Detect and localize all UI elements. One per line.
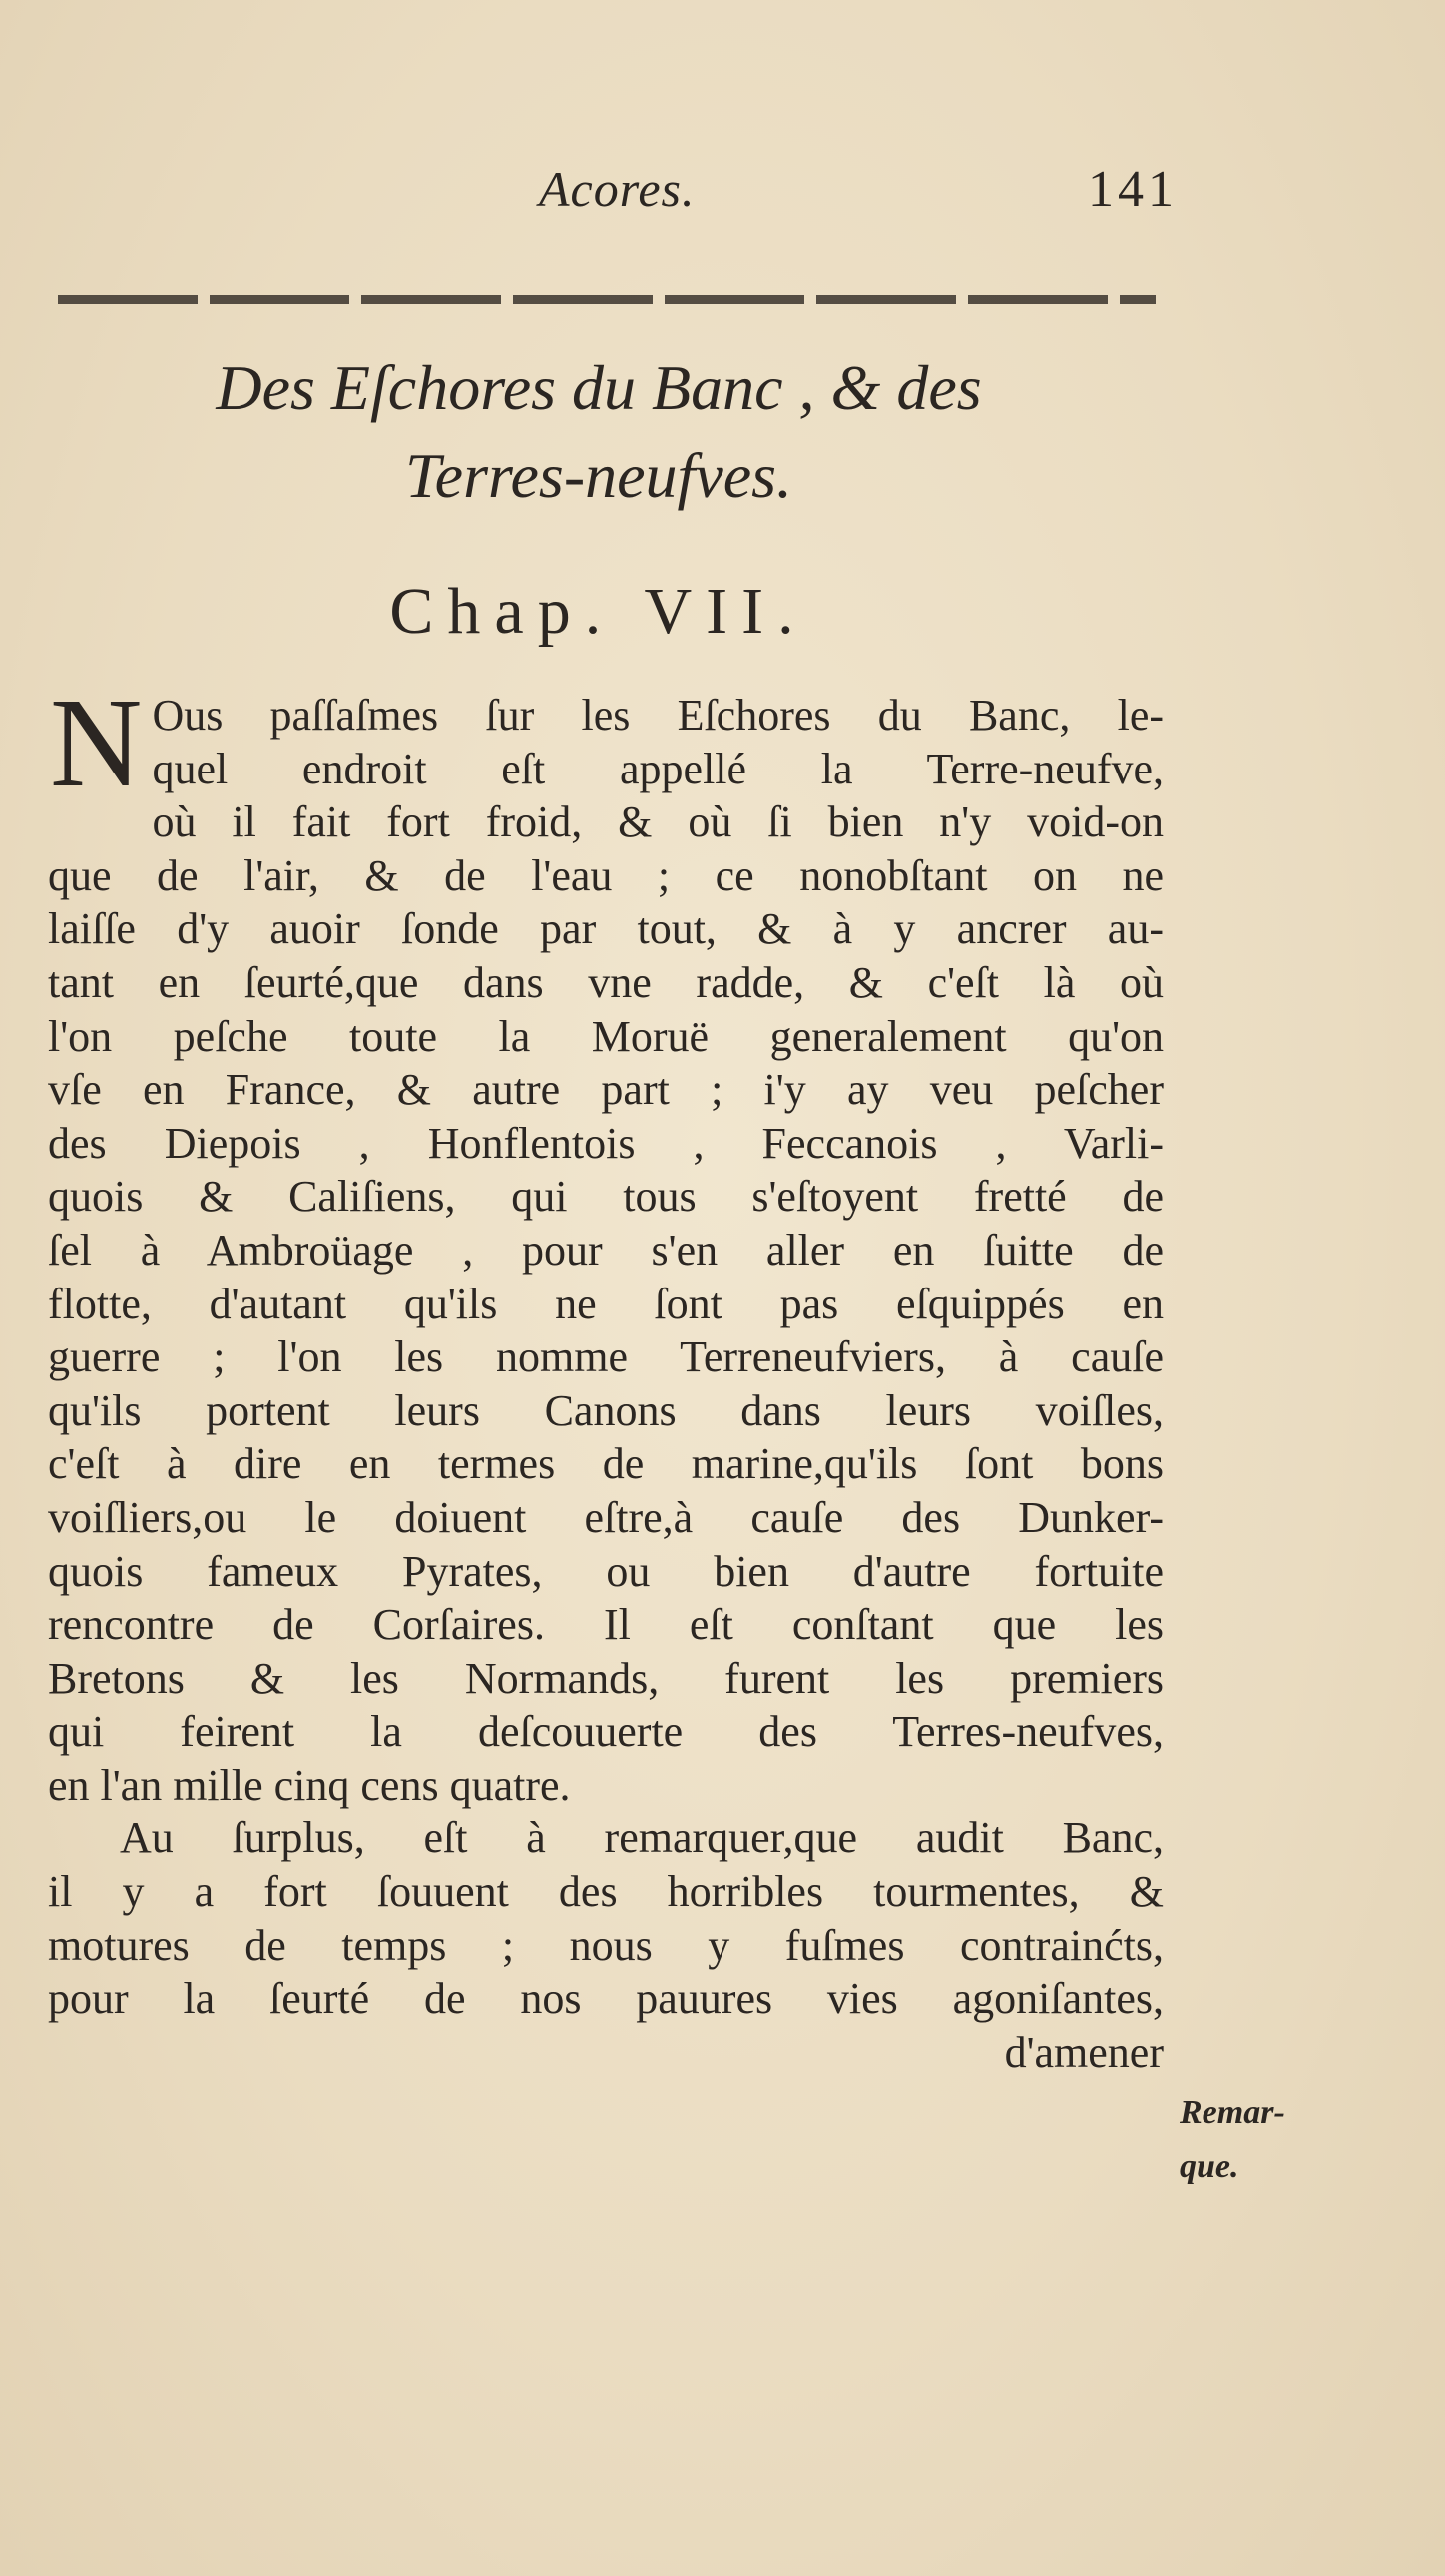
text-line: Au ſurplus, eſt à remarquer,que audit Banc, [120, 1813, 1164, 1863]
chapter-title-line: Des Eſchores du Banc , & des [216, 352, 982, 423]
text-line: motures de temps ; nous y fuſmes contrainćts, [48, 1920, 1164, 1970]
text-line: qui feirent la deſcouuerte des Terres-neufves, [48, 1707, 1164, 1757]
text-line: l'on peſche toute la Moruë generalement qu'on [48, 1011, 1164, 1061]
body-text [48, 672, 1164, 2079]
chapter-title-line: Terres-neufves. [404, 440, 793, 511]
text-line: guerre ; l'on les nomme Terreneufviers, à cauſe [48, 1332, 1164, 1382]
text-line: quel endroit eſt appellé la Terre-neufve, [152, 744, 1164, 793]
text-line: voiſliers,ou le doiuent eſtre,à cauſe des Dunker- [48, 1492, 1164, 1542]
chapter-number: Chap. VII. [389, 575, 808, 648]
ornamental-rule [58, 295, 1156, 304]
running-head [539, 160, 1178, 230]
page-number: 141 [1088, 161, 1178, 218]
running-head-title: Acores. [539, 161, 696, 217]
text-line: rencontre de Corſaires. Il eſt conſtant que les [48, 1600, 1164, 1650]
drop-cap: N [50, 672, 143, 813]
text-line: en l'an mille cinq cens quatre. [48, 1760, 571, 1809]
text-line: flotte, d'autant qu'ils ne ſont pas eſquippés en [48, 1279, 1164, 1328]
text-line: tant en ſeurté,que dans vne radde, & c'eſt là où [48, 957, 1164, 1007]
text-line: des Diepois , Honflentois , Feccanois , Varli- [48, 1118, 1164, 1168]
text-line: il y a fort ſouuent des horribles tourmentes, & [48, 1867, 1164, 1917]
marginal-note [1180, 2086, 1319, 2194]
catchword: d'amener [1004, 2027, 1164, 2077]
text-line: qu'ils portent leurs Canons dans leurs voiſles, [48, 1385, 1164, 1435]
text-line: pour la ſeurté de nos pauures vies agoniſantes, [48, 1974, 1164, 2024]
text-line: c'eſt à dire en termes de marine,qu'ils ſont bons [48, 1439, 1164, 1489]
text-line: laiſſe d'y auoir ſonde par tout, & à y ancrer au- [48, 904, 1164, 954]
marginal-note-line: Remar- [1180, 2094, 1285, 2131]
text-line: quois fameux Pyrates, ou bien d'autre fortuite [48, 1546, 1164, 1596]
text-line: Bretons & les Normands, furent les premiers [48, 1653, 1164, 1703]
marginal-note-line: que. [1180, 2148, 1239, 2185]
text-line: vſe en France, & autre part ; i'y ay veu peſcher [48, 1065, 1164, 1115]
text-line: Ous paſſaſmes ſur les Eſchores du Banc, le- [152, 691, 1164, 740]
text-line: où il fait fort froid, & où ſi bien n'y void-on [152, 797, 1164, 847]
chapter-title [100, 344, 1098, 520]
text-line: que de l'air, & de l'eau ; ce nonobſtant on ne [48, 850, 1164, 900]
text-line: quois & Caliſiens, qui tous s'eſtoyent fretté de [48, 1172, 1164, 1222]
text-line: ſel à Ambroüage , pour s'en aller en ſuitte de [48, 1225, 1164, 1275]
